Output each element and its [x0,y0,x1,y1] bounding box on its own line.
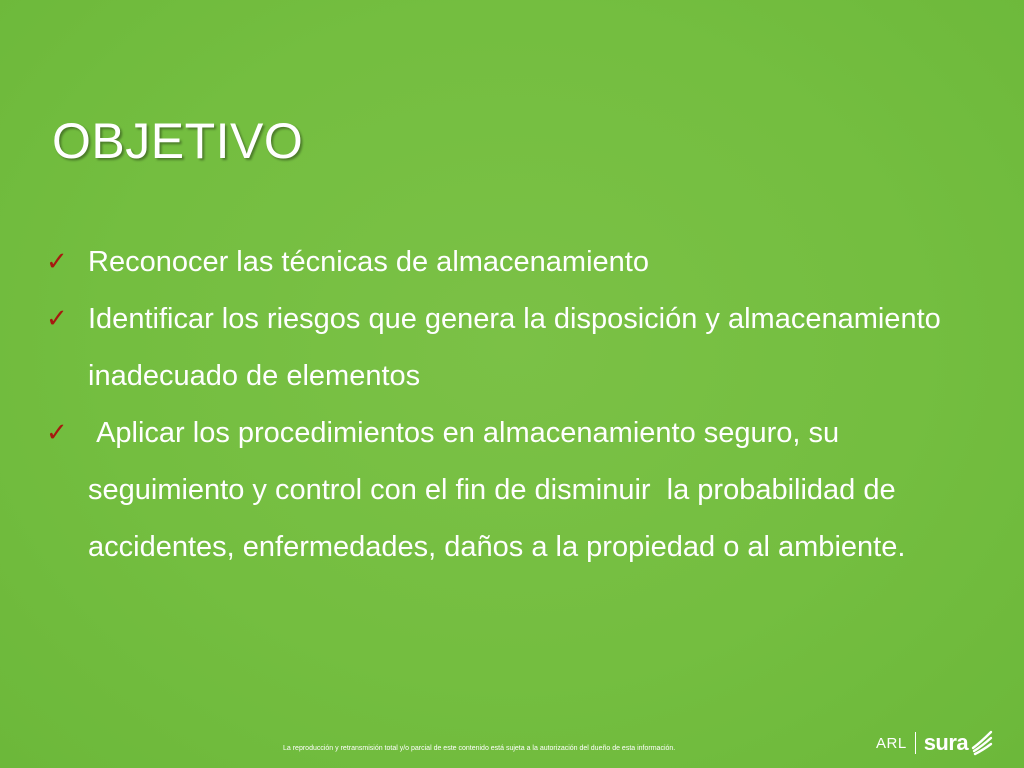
logo-sura-text: sura [923,730,969,755]
checkmark-icon: ✓ [46,247,68,277]
bullet-item [44,405,994,576]
bullet-list [44,234,994,576]
bullet-text: Identificar los riesgos que genera la disposición y almacenamiento inadecuado de elementos [88,303,941,392]
sura-wing-icon [971,730,993,756]
checkmark-icon: ✓ [46,304,68,334]
bullet-item [44,291,994,405]
copyright-note: La reproducción y retransmisión total y/o parcial de este contenido está sujeta a la autorización del dueño de esta información. [283,745,676,752]
bullet-text: Aplicar los procedimientos en almacenamiento seguro, su seguimiento y control con el fin de disminuir la probabilidad de accidentes, enfermedades, daños a la propiedad o al ambiente. [88,417,906,563]
arl-sura-logo [876,726,993,760]
slide-title: OBJETIVO [52,113,304,169]
checkmark-icon: ✓ [46,418,68,448]
logo-arl-text: ARL [876,734,907,752]
bullet-item [44,234,994,291]
logo-divider [915,732,916,754]
bullet-text: Reconocer las técnicas de almacenamiento [88,246,649,278]
